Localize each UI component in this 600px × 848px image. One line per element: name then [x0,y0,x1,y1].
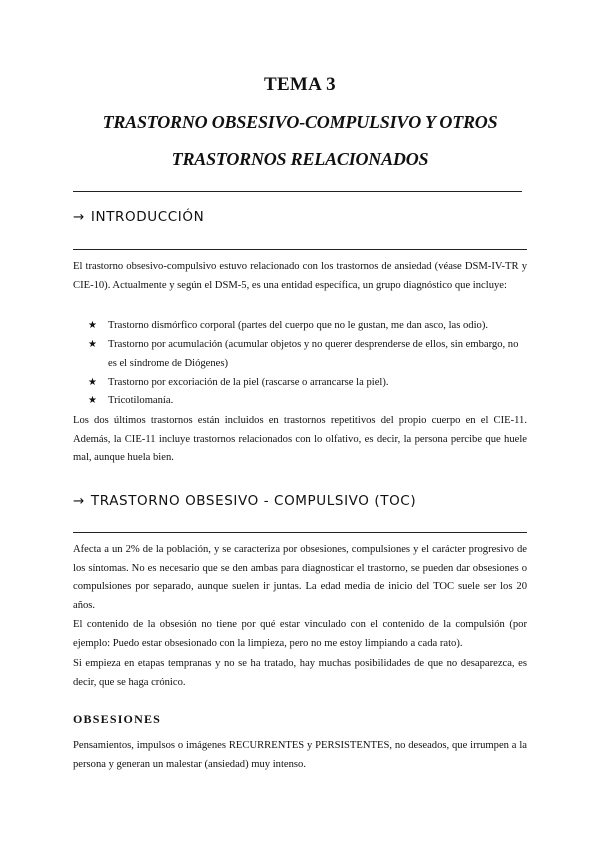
list-item [88,374,528,393]
arrow-right-icon: → [73,493,85,509]
toc-paragraph-1: Afecta a un 2% de la población, y se caracteriza por obsesiones, compulsiones y el carácter progresivo de los síntomas. No es necesario que se den ambas para diagnosticar el trastorno, se pueden dar obsesiones o compulsiones por separado, aunque suelen ir juntas. La edad media de inicio del TOC suele ser los 20 años. [73,544,527,611]
section-heading-toc [73,493,416,509]
obsesiones-paragraph-1: Pensamientos, impulsos o imágenes RECURRENTES y PERSISTENTES, no deseados, que irrumpen a la persona y generan un malestar (ansiedad) muy intenso. [73,740,527,770]
section-heading-obsesiones: OBSESIONES [73,712,162,726]
document-title-line1: TRASTORNO OBSESIVO-COMPULSIVO Y OTROS [102,112,498,132]
section-heading-introduccion-text: INTRODUCCIÓN [90,209,205,225]
list-item-text: Trastorno por excoriación de la piel (rascarse o arrancarse la piel). [108,377,389,388]
star-bullet-icon: ★ [88,339,97,350]
document-tema: TEMA 3 [263,74,336,95]
title-divider [73,191,522,192]
list-item-text: Trastorno dismórfico corporal (partes del cuerpo que no le gustan, me dan asco, las odio). [108,320,488,331]
document-title-line2: TRASTORNOS RELACIONADOS [171,149,429,169]
list-item-text: Trastorno por acumulación (acumular objetos y no querer desprenderse de ellos, sin embargo, no es el síndrome de Diógenes) [108,339,519,369]
star-bullet-icon: ★ [88,320,97,331]
section-divider-introduccion [73,249,527,250]
star-bullet-icon: ★ [88,395,97,406]
intro-paragraph-2: Los dos últimos trastornos están incluidos en trastornos repetitivos del propio cuerpo en el CIE-11. Además, la CIE-11 incluye trastornos relacionados con lo olfativo, es decir, la persona percibe que huele mal, aunque huela bien. [73,415,527,463]
section-divider-toc [73,532,527,533]
list-item-text: Tricotilomanía. [108,395,174,406]
toc-paragraph-2: El contenido de la obsesión no tiene por qué estar vinculado con el contenido de la compulsión (por ejemplo: Puedo estar obsesionado con la limpieza, pero no me estoy limpiando a cada rato). [73,619,527,649]
section-heading-introduccion [73,209,204,225]
list-item [88,336,528,373]
list-item [88,392,528,411]
star-bullet-icon: ★ [88,377,97,388]
intro-paragraph-1: El trastorno obsesivo-compulsivo estuvo relacionado con los trastornos de ansiedad (véase DSM-IV-TR y CIE-10). Actualmente y según el DSM-5, es una entidad específica, un grupo diagnóstico que incluye: [73,261,527,291]
toc-paragraph-3: Si empieza en etapas tempranas y no se ha tratado, hay muchas posibilidades de que no desaparezca, es decir, que se haga crónico. [73,658,527,688]
arrow-right-icon: → [73,209,85,225]
section-heading-toc-text: TRASTORNO OBSESIVO - COMPULSIVO (TOC) [90,493,417,509]
list-item [88,317,528,336]
